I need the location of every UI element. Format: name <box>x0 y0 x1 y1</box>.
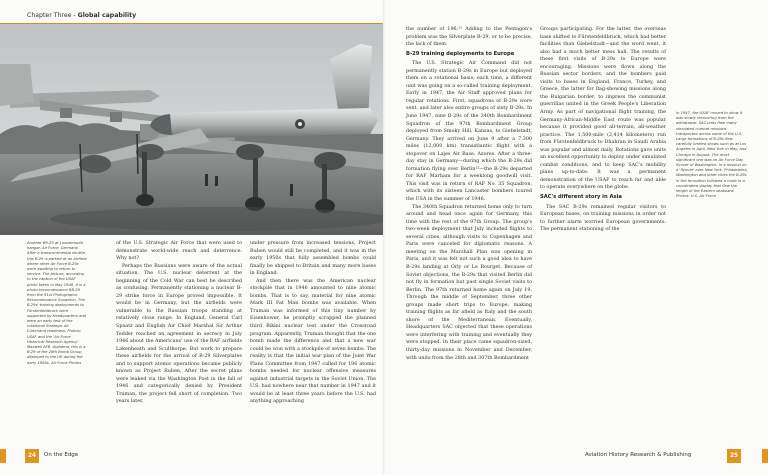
footer-accent-right <box>762 449 768 463</box>
text-column-2: under pressure from increased tensions, Project Ruben would still be completed, and it was in the early 1950s that fully assembled bombs could finally be shipped to Britain and many more bases in England. And then there was the American nuclear stockpile that in 1946 amounted to nine atomic bombs. That is to say, material for nine atomic Mark III Fat Man bombs was available. When Truman was informed of this tiny number by Eisenhower, he promptly scrapped the planned third Bikini nuclear test under the Crossroad program. Apparently, Truman thought that the one bomb made the difference and that a new war could be won with a stockpile of seven bombs. The reality is that the initial war plan of the Joint War Plans Committee from 1947 called for 196 atomic bombs needed for nuclear offensive measures against industrial targets in the Soviet Union. The U.S. had nowhere near that number in 1947 and it would be at least three years before the U.S. had anything approaching <box>250 240 376 405</box>
page-number-left: 24 <box>25 449 39 463</box>
chapter-header <box>0 11 384 24</box>
section-heading-sac-asia: SAC's different story in Asia <box>540 194 622 201</box>
page-number-right: 25 <box>727 449 741 463</box>
b29-photo <box>0 24 384 235</box>
photo-caption-right: In 1947, the USAF moved to show it was slowly recovering from the withdrawal. SAC units flew many simulated combat missions transported across some of the U.S. Large formations of B-29s flew carefully briefed shows such as at Los Angeles in April, New York in May, and Chicago in August. The most significant one was on Air Force Day flyover of Washington. In a mission on a 'flyover' over New York, Philadelphia, Washington and other cities the B-29s in the formation followed a route in a coordinated display that flew the length of the Eastern seaboard. Photos: U.S. Air Force. <box>676 111 748 199</box>
footer-accent-left <box>0 449 6 463</box>
text-column-3: the number of 196.¹¹ Adding to the Pentagon's problem was the Silverplate B-29, or to be precise, the lack of them. B-29 training deployments to Europe The U.S. Strategic Air Command did not permanently station B-29s in Europe but deployed them on a rotational basis; each time, a different unit was going on a so-called training deployment. Early in 1947, the Air Staff approved plans for regular rotations. First, squadrons of B-29s were sent, and later also entire groups of sixty B-29s. In June 1947, nine B-29s of the 340th Bombardment Squadron of the 97th Bombardment Group deployed from Smoky Hill, Kansas, to Giebelstadt, Germany. They arrived on June 9 after a 7,300 miles (12,000 km) transatlantic flight with a stopover on Lajes Air Base, Azores. After a three-day stay in Germany—during which the B-29s did formation flying over Berlin¹²—the B-29s departed for RAF Marham for a weeklong goodwill visit. This visit was in return of RAF No. 35 Squadron, which with its sixteen Lancaster bombers toured the USA in the summer of 1946. The 340th Squadron returned home only to turn around and head once again for Germany, this time with the rest of the 97th Group. The group's two-week deployment that July included flights to several cities, although visits to Copenhagen and Paris were canceled for diplomatic reasons. A meeting on the Marshall Plan was opening in Paris, and it was felt not such a good idea to have B-29s landing at Orly or Le Bourget. Because of Soviet objections, the B-29s that visited Berlin did not fly in formation but past single Soviet visits to Berlin. The 97th returned home again on July 19. Through the middle of September, three other groups made short trips to Europe, making training flights as far afield as Italy and the south shore of the Mediterranean. Eventually, Headquarters SAC objected that these operations were interfering with training and eventually they were stopped. In their place came squadron-sized, thirty-day missions in November and December, with units from the 28th and 307th Bombardment <box>406 26 532 361</box>
chapter-title: Chapter Three - Global capability <box>27 12 137 19</box>
footer-publisher: Aviation History Research & Publishing <box>585 452 692 458</box>
footer-book-title: On the Edge <box>44 452 79 458</box>
photo-caption-left: Another B9-29 at Lossiemouth hangar. Air Force, Germany. After a transcontinental shuttle, this B-29 is parked at an Airfield where other Air Force B-29s were awaiting to return to service. The picture, according to the caption of the USAF photo taken in May 1948, it is a photo-reconnaissance RB-29 from the 91st Photographic Reconnaissance Squadron. The B-29s' training deployments to Fürstenfeldbruck were supported by Headquarters and were an early test of the rotational Strategic Air Command readiness. Photos: USAF and the 'Air Force Historical Research Agency'. Maxwell AFB, Alabama, this is a B-29 of the 28th Bomb Group, deployed to the UK during the early 1950s. Air Force Photos <box>27 241 87 365</box>
section-heading-b29-training: B-29 training deployments to Europe <box>406 50 515 57</box>
text-column-4: Groups participating. For the latter, the overseas base shifted to Fürstenfeldbruck, which had better facilities than Giebelstadt—and the word went, it also had a much better mess hall. The results of these first visits of B-29s to Europe were encouraging. Missions were flown along the Russian sector borders, and the bombers paid visits to bases in England, France, Turkey, and Greece, the latter for flag-showing missions along the Bulgarian border, to impress the communist guerrillas united in the Greek People's Liberation Army. As part of navigational flight training, the Germany-African-Middle East route was popular because it provided good all-terrain, all-weather practice. The 1,500-mile (2,414 kilometers) run from Fürstenfeldbruck to Dhahran in Saudi Arabia was popular and almost daily. Rotations gave units an excellent opportunity to deploy under simulated combat conditions, and to keep SAC's mobility plans up-to-date. It was a permanent demonstration of the USAF to reach far and able to operate everywhere on the globe. SAC's different story in Asia The SAC B-29s remained regular visitors to European bases, on training missions in order not to further alarm worried European governments. The permanent stationing of the <box>540 26 666 233</box>
text-column-1: of the U.S. Strategic Air Force that were used to demonstrate world-wide reach and deterrence. Why not? Perhaps the Russians were aware of the actual situation. The U.S. nuclear deterrent at the beginning of the Cold War can best be described as confusing. Permanently stationing a nuclear B-29 strike force in Europe proved impossible. It would be in Germany, but the airfields were vulnerable to the Russian troops standing at relatively close range. In England, General Carl Spaatz and English Air Chief Marshal Sir Arthur Tedder reached an agreement in secrecy in July 1946 about the Americans' use of the RAF airfields Lakenheath and Sculthorpe. But work to prepare these airfields for the arrival of B-29 Silverplates and to support atomic operations became publicly known as Project Ruben. After the secret plans were leaked via the Washington Post in the fall of 1946 and categorically denied by President Truman, the project fell short of completion. Two years later, <box>116 240 242 405</box>
page-gutter <box>383 0 385 475</box>
